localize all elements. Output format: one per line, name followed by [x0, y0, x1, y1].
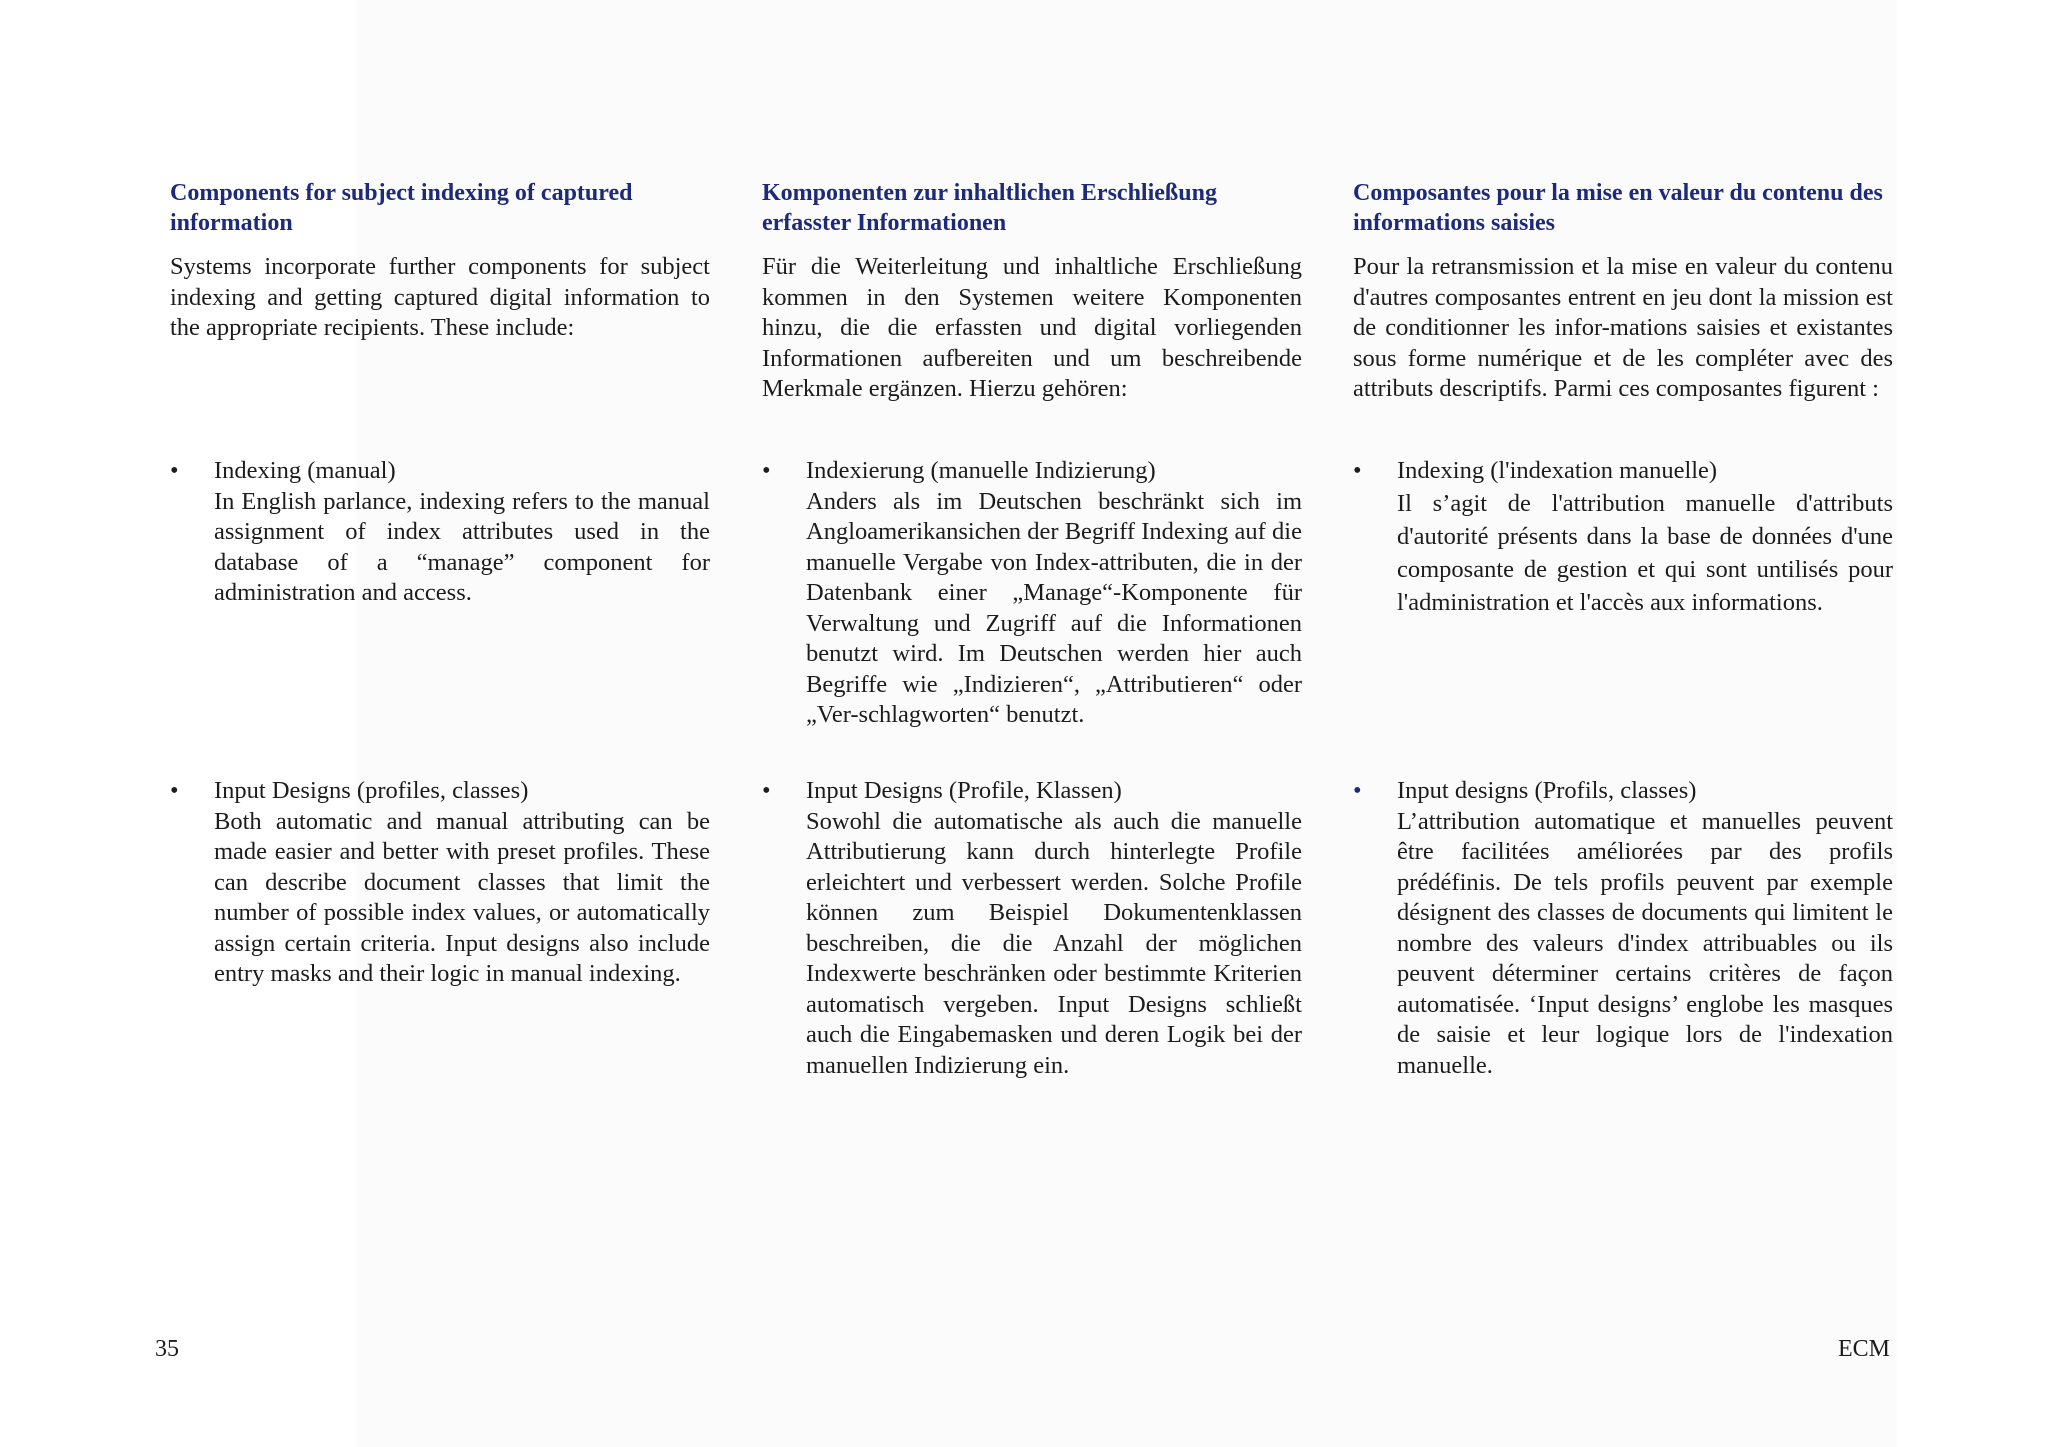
bullet-title: Indexing (l'indexation manuelle)	[1397, 457, 1718, 484]
bullet-text: L’attribution automatique et manuelles peuvent être facilitées améliorées par des profils prédéfinis. De tels profils peuvent par exemple désignent des classes de documents qui limitent le nombre des valeurs d'index attribuables ou ils peuvent déterminer certains critères de façon automatisée. ‘Input designs’ englobe les masques de saisie et leur logique lors de l'indexation manuelle.	[1397, 807, 1893, 1079]
column-french	[1353, 178, 1893, 1079]
bullet-icon: •	[762, 457, 771, 484]
bullet-icon: •	[1353, 457, 1362, 484]
list-item	[1353, 456, 1893, 619]
footer-label: ECM	[1837, 1336, 1890, 1362]
list-item	[170, 456, 710, 609]
list-item	[1353, 776, 1893, 1081]
bullet-icon: •	[762, 777, 771, 804]
bullet-title: Indexierung (manuelle Indizierung)	[806, 457, 1156, 484]
bullet-text: Sowohl die automatische als auch die manuelle Attributierung kann durch hinterlegte Profile erleichtert und verbessert werden. Solche Profile können zum Beispiel Dokumentenklassen beschreiben, die die Anzahl der möglichen Indexwerte beschränken oder bestimmte Kriterien automatisch vergeben. Input Designs schließt auch die Eingabemasken und deren Logik bei der manuellen Indizierung ein.	[806, 807, 1302, 1079]
list-item	[762, 776, 1302, 1081]
bullet-icon: •	[170, 777, 179, 804]
bullet-title: Input designs (Profils, classes)	[1397, 777, 1697, 804]
bullet-title: Indexing (manual)	[214, 457, 396, 484]
bullet-title: Input Designs (Profile, Klassen)	[806, 777, 1122, 804]
intro-paragraph: Systems incorporate further components for subject indexing and getting captured digital information to the appropriate recipients. These include:	[170, 253, 710, 341]
page-number: 35	[155, 1336, 179, 1362]
section-heading: Komponenten zur inhaltlichen Erschließung erfasster Informationen	[762, 180, 1217, 236]
bullet-text: Il s’agit de l'attribution manuelle d'attributs d'autorité présents dans la base de données d'une composante de gestion et qui sont untilisés pour l'administration et l'accès aux informations.	[1397, 489, 1893, 616]
intro-paragraph: Pour la retransmission et la mise en valeur du contenu d'autres composantes entrent en jeu dont la mission est de conditionner les infor-mations saisies et existantes sous forme numérique et de les compléter avec des attributs descriptifs. Parmi ces composantes figurent :	[1353, 253, 1893, 402]
bullet-icon: •	[170, 457, 179, 484]
bullet-icon: •	[1353, 777, 1362, 804]
list-item	[170, 776, 710, 990]
bullet-text: In English parlance, indexing refers to the manual assignment of index attributes used in the database of a “manage” component for administration and access.	[214, 487, 710, 606]
section-heading: Composantes pour la mise en valeur du contenu des informations saisies	[1353, 180, 1883, 236]
column-english	[170, 178, 710, 987]
bullet-text: Anders als im Deutschen beschränkt sich im Angloamerikansichen der Begriff Indexing auf die manuelle Vergabe von Index-attributen, die in der Datenbank einer „Manage“-Komponente für Verwaltung und Zugriff auf die Informationen benutzt wird. Im Deutschen werden hier auch Begriffe wie „Indizieren“, „Attributieren“ oder „Ver-schlagworten“ benutzt.	[806, 487, 1302, 728]
column-german	[762, 178, 1302, 1079]
section-heading: Components for subject indexing of captured information	[170, 180, 633, 236]
bullet-title: Input Designs (profiles, classes)	[214, 777, 529, 804]
list-item	[762, 456, 1302, 731]
bullet-text: Both automatic and manual attributing can be made easier and better with preset profiles. These can describe document classes that limit the number of possible index values, or automatically assign certain criteria. Input designs also include entry masks and their logic in manual indexing.	[214, 807, 710, 987]
intro-paragraph: Für die Weiterleitung und inhaltliche Erschließung kommen in den Systemen weitere Komponenten hinzu, die die erfassten und digital vorliegenden Informationen aufbereiten und um beschreibende Merkmale ergänzen. Hierzu gehören:	[762, 253, 1302, 402]
